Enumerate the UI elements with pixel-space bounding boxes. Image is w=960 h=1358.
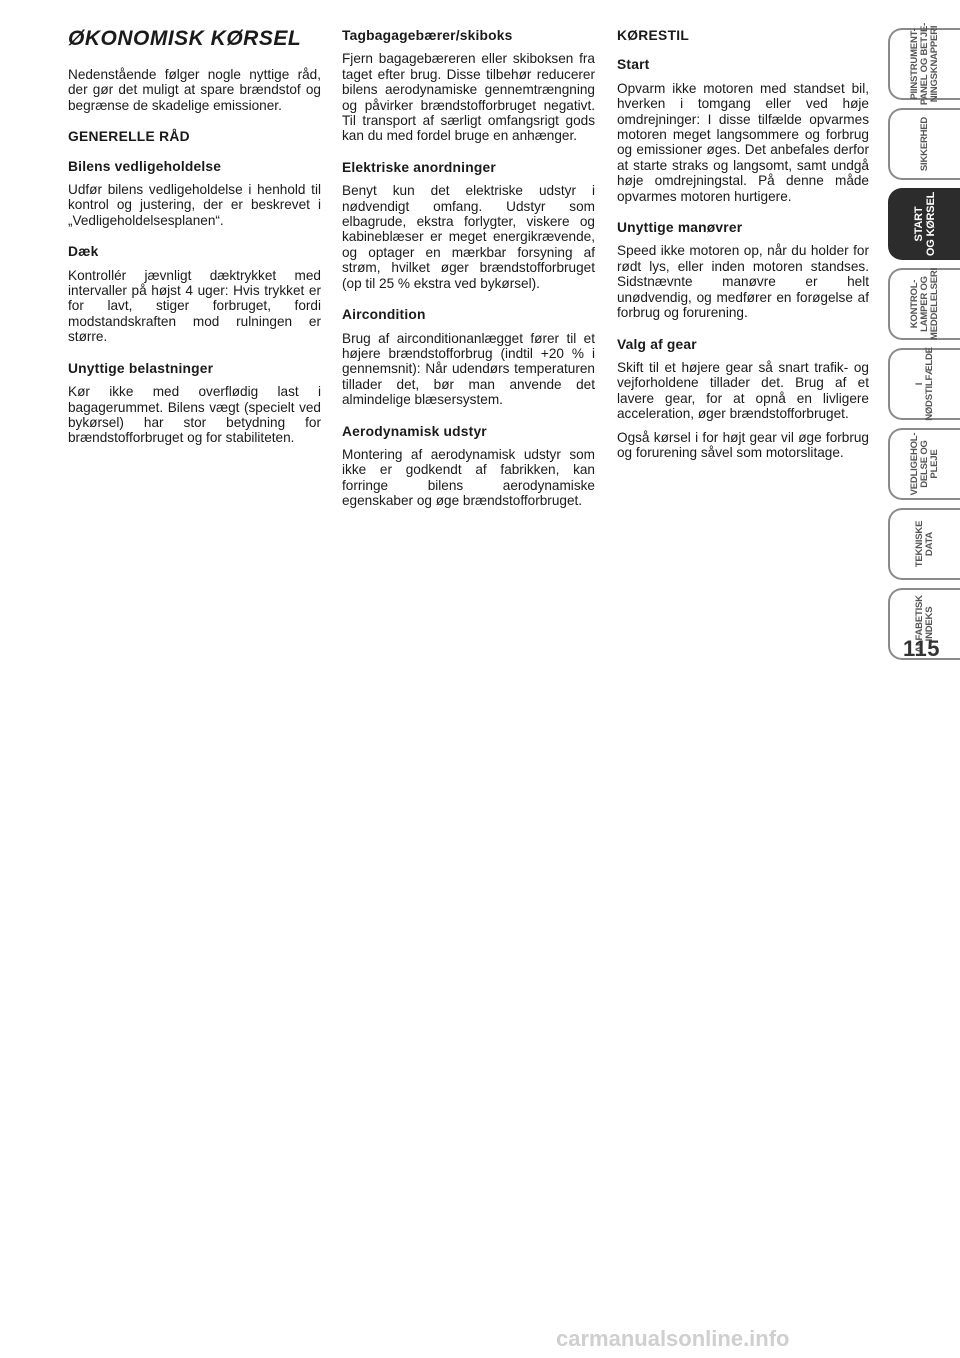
tab-label: ALFABETISK INDEKS <box>914 595 935 653</box>
section-heading-general-advice: GENERELLE RÅD <box>68 129 190 145</box>
tab-label: PIINSTRUMENT- PANEL OG BETJE- NINGSKNAPPERI <box>909 22 940 106</box>
heading-aerodynamic-equipment: Aerodynamisk udstyr <box>342 423 487 439</box>
heading-maintenance: Bilens vedligeholdelse <box>68 158 222 174</box>
tab-starting-driving[interactable] <box>888 188 960 260</box>
tab-label: KONTROL- LAMPER OG MEDDELELSERI <box>909 267 940 341</box>
heading-gear-selection: Valg af gear <box>617 336 697 352</box>
column-middle <box>342 28 595 525</box>
tab-label: I NØDSTILFÆLDE <box>914 347 935 421</box>
aerodynamic-paragraph: Montering af aerodynamisk udstyr som ikke er godkendt af fabrikken, kan forringe bilens aerodynamiske egenskaber og øge brændstofforbruget. <box>342 446 595 509</box>
heading-unnecessary-manoeuvres: Unyttige manøvrer <box>617 220 743 236</box>
tab-technical-data[interactable] <box>888 508 960 580</box>
electrical-paragraph: Benyt kun det elektriske udstyr i nødvendigt omfang. Udstyr som elbagrude, ekstra forlygter, viskere og kabineblæser er meget energikrævende, og optager en mærkbar forsyning af strøm, hvilket øger brændstofforbruget (op til 25 % ekstra ved bykørsel). <box>342 183 595 291</box>
heading-electrical-devices: Elektriske anordninger <box>342 159 496 175</box>
roof-rack-paragraph: Fjern bagagebæreren eller skiboksen fra taget efter brug. Disse tilbehør reducerer bilens aerodynamiske gennemtrængning og påvirker brændstofforbruget negativt. Til transport af særligt omfangsrigt gods kan du med fordel bruge en anhænger. <box>342 51 595 144</box>
gear-paragraph-2: Også kørsel i for højt gear vil øge forbrug og forurening såvel som motorslitage. <box>617 429 869 460</box>
tab-dashboard-controls[interactable] <box>888 22 960 106</box>
section-heading-driving-style: KØRESTIL <box>617 28 690 43</box>
heading-air-conditioning: Aircondition <box>342 307 426 323</box>
column-right <box>617 28 869 476</box>
tyres-paragraph: Kontrollér jævnligt dæktrykket med intervaller på højst 4 uger: Hvis trykket er for lavt, stiger forbruget, fordi modstandskraften mod rulningen er større. <box>68 267 321 345</box>
tab-label: TEKNISKE DATA <box>914 520 935 568</box>
manoeuvres-paragraph: Speed ikke motoren op, når du holder for rødt lys, eller inden motoren standses. Sidstnævnte manøvre er helt unødvendig, og medfører en forøgelse af forbrug og forurening. <box>617 243 869 321</box>
intro-paragraph: Nedenstående følger nogle nyttige råd, der gør det muligt at spare brændstof og begrænse de skadelige emissioner. <box>68 67 321 113</box>
tab-maintenance-care[interactable] <box>888 428 960 500</box>
tab-warning-lights[interactable] <box>888 268 960 340</box>
tab-safety[interactable] <box>888 108 960 180</box>
page-number: 115 <box>903 636 940 661</box>
column-left <box>68 28 321 462</box>
watermark: carmanualsonline.info <box>556 1326 790 1351</box>
heading-roof-rack: Tagbagagebærer/skiboks <box>342 28 513 43</box>
loads-paragraph: Kør ikke med overflødig last i bagagerummet. Bilens vægt (specielt ved bykørsel) har stor betydning for brændstofforbruget og for stabiliteten. <box>68 384 321 446</box>
start-paragraph: Opvarm ikke motoren med standset bil, hverken i tomgang eller ved høje omdrejninger: I disse tilfælde opvarmes motoren meget langsommere og forbrug og emissioner øges. Det anbefales derfor at starte straks og langsomt, samt undgå høje omdrejningstal. På denne måde opvarmes motoren hurtigere. <box>617 80 869 204</box>
maintenance-paragraph: Udfør bilens vedligeholdelse i henhold til kontrol og justering, der er beskrevet i „Vedligeholdelsesplanen“. <box>68 182 321 228</box>
tab-label: SIKKERHED <box>919 116 930 172</box>
heading-tyres: Dæk <box>68 244 99 260</box>
air-conditioning-paragraph: Brug af airconditionanlægget fører til et højere brændstofforbrug (indtil +20 % i gennemsnit): Når udendørs temperaturen tillader det, bør man anvende det almindelige blæsersystem. <box>342 330 595 408</box>
gear-paragraph-1: Skift til et højere gear så snart trafik- og vejforholdene tillader det. Brug af et lavere gear, for at opnå en livligere acceleration, øger brændstofforbruget. <box>617 359 869 422</box>
tab-label: START OG KØRSEL <box>913 191 937 257</box>
tab-label: VEDLIGEHOL- DELSE OG PLEJE <box>909 432 940 496</box>
tab-emergency[interactable] <box>888 348 960 420</box>
heading-start: Start <box>617 57 650 73</box>
heading-unnecessary-loads: Unyttige belastninger <box>68 360 214 376</box>
page-title: ØKONOMISK KØRSEL <box>68 27 302 50</box>
